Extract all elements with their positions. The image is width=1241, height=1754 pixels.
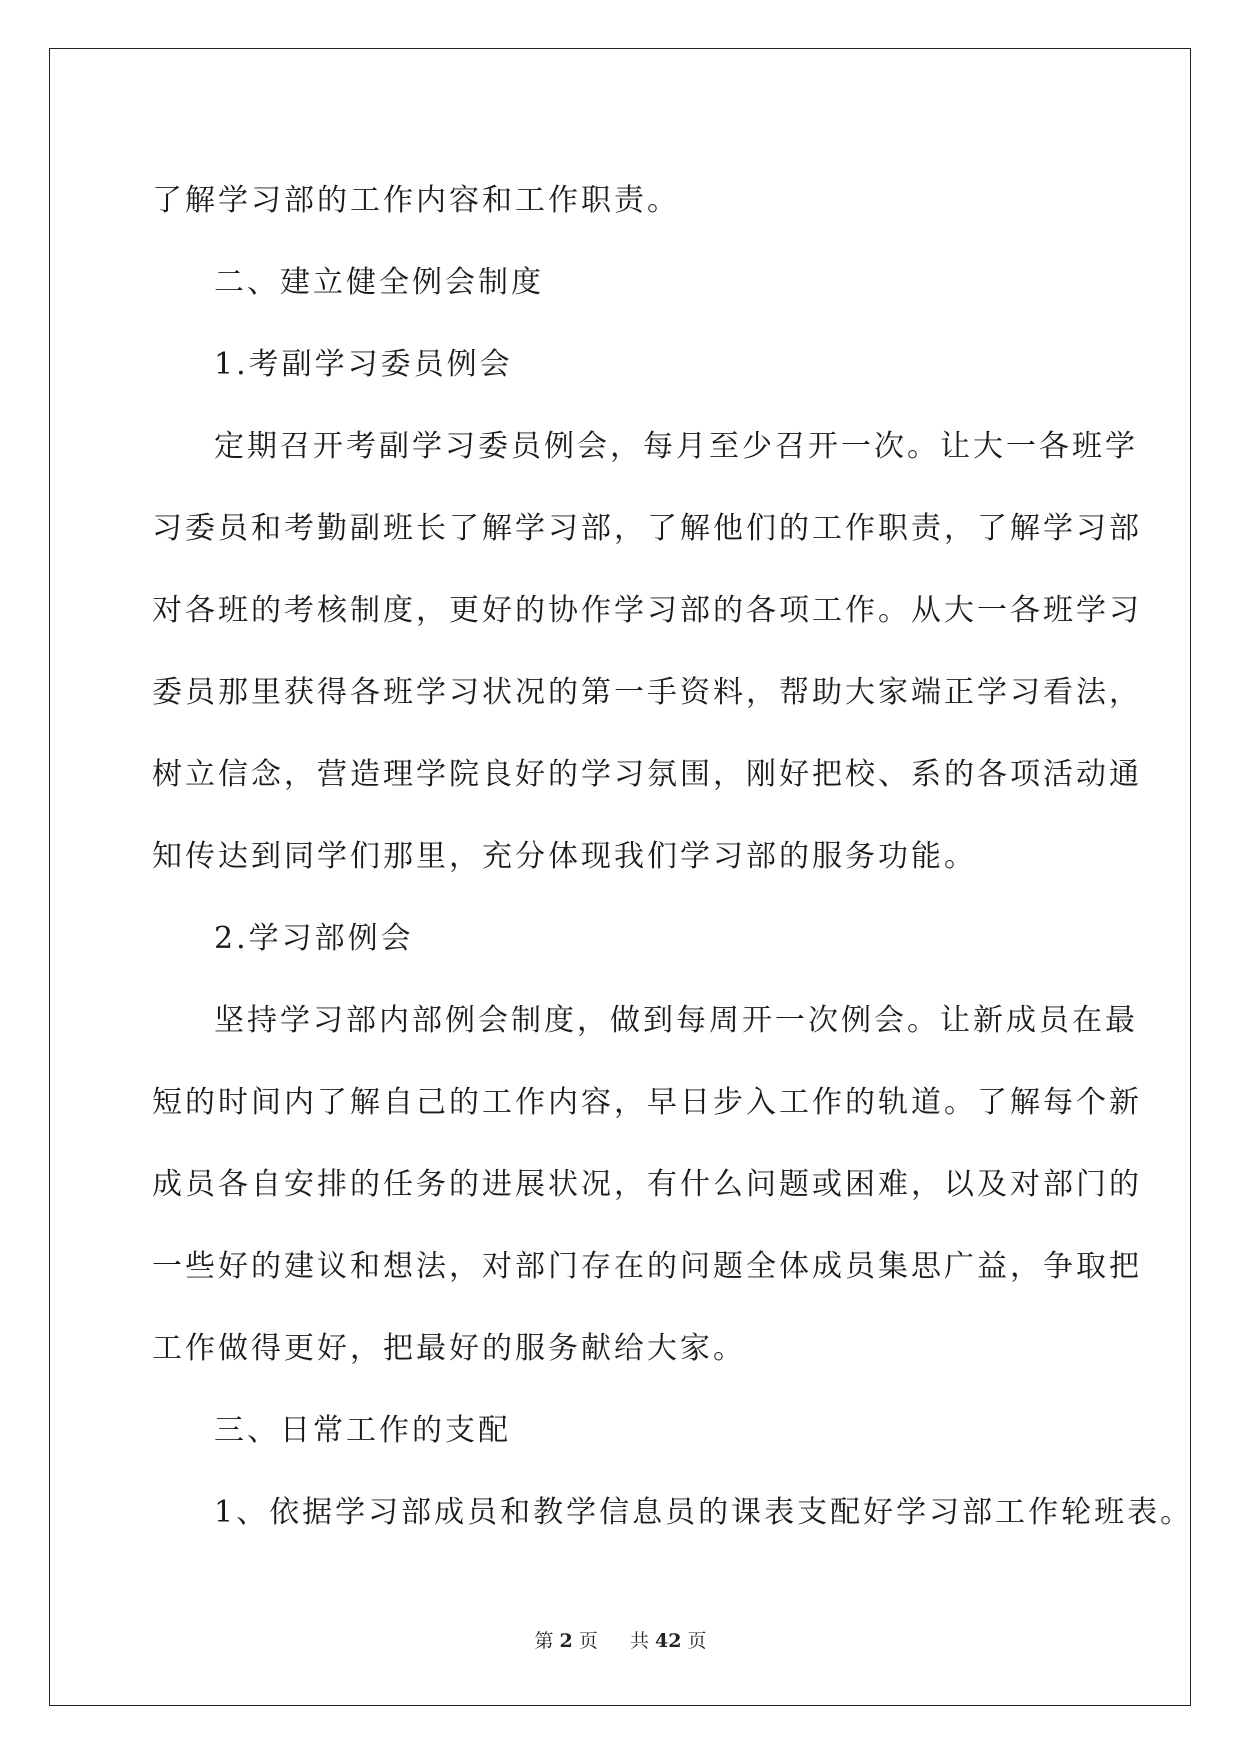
subsection-heading: 1.考副学习委员例会: [214, 347, 513, 382]
paragraph-line: 定期召开考副学习委员例会，每月至少召开一次。让大一各班学: [214, 429, 1138, 464]
paragraph-line: 坚持学习部内部例会制度，做到每周开一次例会。让新成员在最: [214, 1003, 1138, 1038]
paragraph-line: 一些好的建议和想法，对部门存在的问题全体成员集思广益，争取把: [152, 1249, 1142, 1284]
paragraph-line: 委员那里获得各班学习状况的第一手资料，帮助大家端正学习看法，: [152, 675, 1142, 710]
paragraph-line: 成员各自安排的任务的进展状况，有什么问题或困难，以及对部门的: [152, 1167, 1142, 1202]
paragraph-line: 知传达到同学们那里，充分体现我们学习部的服务功能。: [152, 839, 977, 874]
total-pages: 42: [655, 1630, 682, 1652]
section-heading: 三、日常工作的支配: [214, 1413, 511, 1448]
section-heading: 二、建立健全例会制度: [214, 265, 544, 300]
total-prefix: 共: [629, 1630, 649, 1652]
total-suffix: 页: [687, 1630, 707, 1652]
paragraph-line: 对各班的考核制度，更好的协作学习部的各项工作。从大一各班学习: [152, 593, 1142, 628]
page-prefix: 第: [534, 1630, 554, 1652]
page-suffix: 页: [578, 1630, 598, 1652]
document-body: [152, 160, 1194, 1554]
paragraph-line: 1、依据学习部成员和教学信息员的课表支配好学习部工作轮班表。: [214, 1495, 1194, 1530]
page-footer: [0, 1626, 1241, 1653]
paragraph-line: 树立信念，营造理学院良好的学习氛围，刚好把校、系的各项活动通: [152, 757, 1142, 792]
page-number: 2: [559, 1630, 573, 1652]
subsection-heading: 2.学习部例会: [214, 921, 414, 956]
paragraph-line: 习委员和考勤副班长了解学习部，了解他们的工作职责，了解学习部: [152, 511, 1142, 546]
paragraph-line: 了解学习部的工作内容和工作职责。: [152, 183, 680, 218]
paragraph-line: 短的时间内了解自己的工作内容，早日步入工作的轨道。了解每个新: [152, 1085, 1142, 1120]
paragraph-line: 工作做得更好，把最好的服务献给大家。: [152, 1331, 746, 1366]
